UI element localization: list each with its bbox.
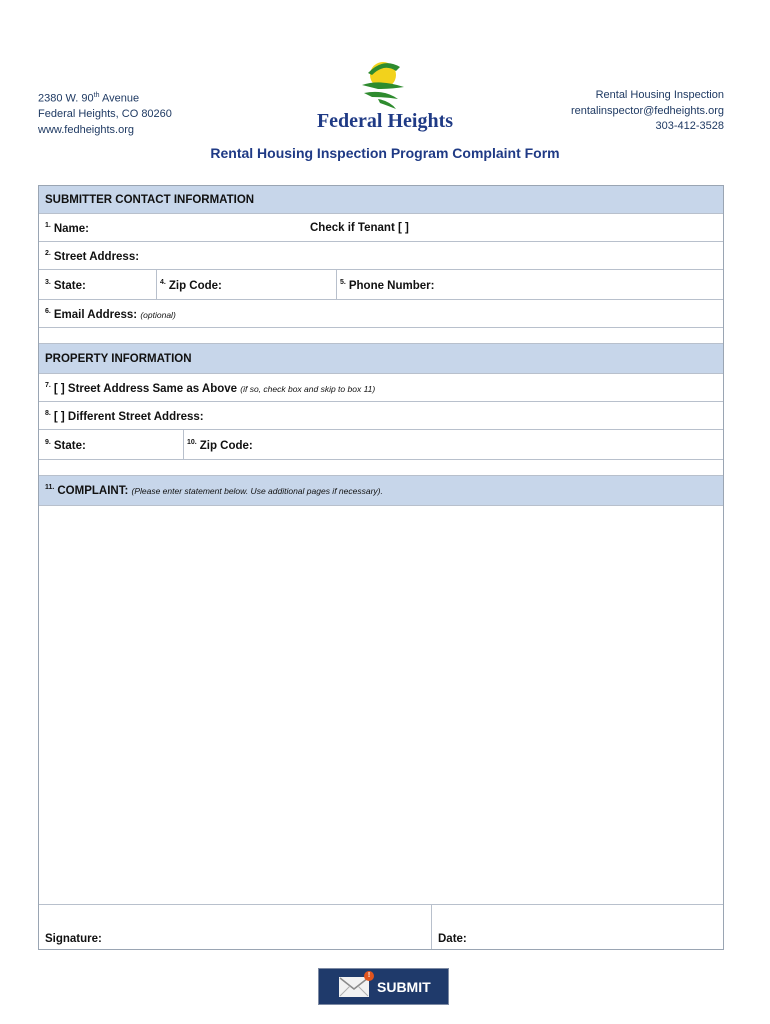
state-field[interactable]: $^{3.}$ State: bbox=[45, 279, 86, 292]
section-complaint-header: $^{11.}$ COMPLAINT: (Please enter statement below. Use additional pages if necessary). bbox=[39, 476, 723, 506]
envelope-icon bbox=[339, 971, 371, 997]
property-state-field[interactable]: $^{9.}$ State: bbox=[45, 439, 86, 452]
submit-label: SUBMIT bbox=[377, 978, 431, 995]
city-address: 2380 W. 90th Avenue Federal Heights, CO 80260 www.fedheights.org bbox=[38, 88, 172, 138]
form-title: Rental Housing Inspection Program Complaint Form bbox=[210, 145, 560, 161]
signature-date-row bbox=[39, 905, 723, 949]
website-link[interactable]: www.fedheights.org bbox=[38, 123, 134, 136]
street-address-row[interactable]: $^{2.}$ Street Address: bbox=[39, 242, 723, 270]
signature-field[interactable]: Signature: bbox=[45, 933, 102, 945]
same-address-checkbox: [ ] Street Address Same as Above bbox=[53, 382, 238, 395]
email-address-row[interactable]: $^{6.}$ Email Address: (optional) bbox=[39, 300, 723, 328]
state-zip-phone-row bbox=[39, 270, 723, 300]
street-address-label: Street Address: bbox=[53, 250, 140, 263]
property-state-zip-row bbox=[39, 430, 723, 460]
date-field[interactable]: Date: bbox=[438, 933, 467, 945]
complaint-form bbox=[38, 185, 724, 950]
tenant-checkbox[interactable]: Check if Tenant [ ] bbox=[310, 222, 409, 234]
section-property-header: PROPERTY INFORMATION bbox=[39, 344, 723, 374]
property-zip-code-field[interactable]: $^{10.}$ Zip Code: bbox=[187, 439, 253, 452]
department-contact: Rental Housing Inspection rentalinspector@fedheights.org 303-412-3528 bbox=[570, 89, 724, 132]
email-link[interactable]: rentalinspector@fedheights.org bbox=[570, 104, 724, 117]
section-submitter-header: SUBMITTER CONTACT INFORMATION bbox=[39, 186, 723, 214]
phone-number-field[interactable]: $^{5.}$ Phone Number: bbox=[340, 279, 435, 292]
brand-name: Federal Heights bbox=[316, 110, 454, 132]
complaint-textarea[interactable] bbox=[39, 506, 723, 905]
name-row[interactable]: $^{1.}$ Name: Check if Tenant [ ] bbox=[39, 214, 723, 242]
spacer-row bbox=[39, 460, 723, 476]
submit-button[interactable] bbox=[318, 968, 449, 1005]
notification-badge: ! bbox=[364, 971, 374, 981]
name-label: Name: bbox=[53, 222, 89, 235]
different-address-checkbox: [ ] Different Street Address: bbox=[53, 410, 204, 423]
different-address-row[interactable]: $^{8.}$ [ ] Different Street Address: bbox=[39, 402, 723, 430]
zip-code-field[interactable]: $^{4.}$ Zip Code: bbox=[160, 279, 222, 292]
same-address-row[interactable]: $^{7.}$ [ ] Street Address Same as Above (if so, check box and skip to box 11) bbox=[39, 374, 723, 402]
spacer-row bbox=[39, 328, 723, 344]
